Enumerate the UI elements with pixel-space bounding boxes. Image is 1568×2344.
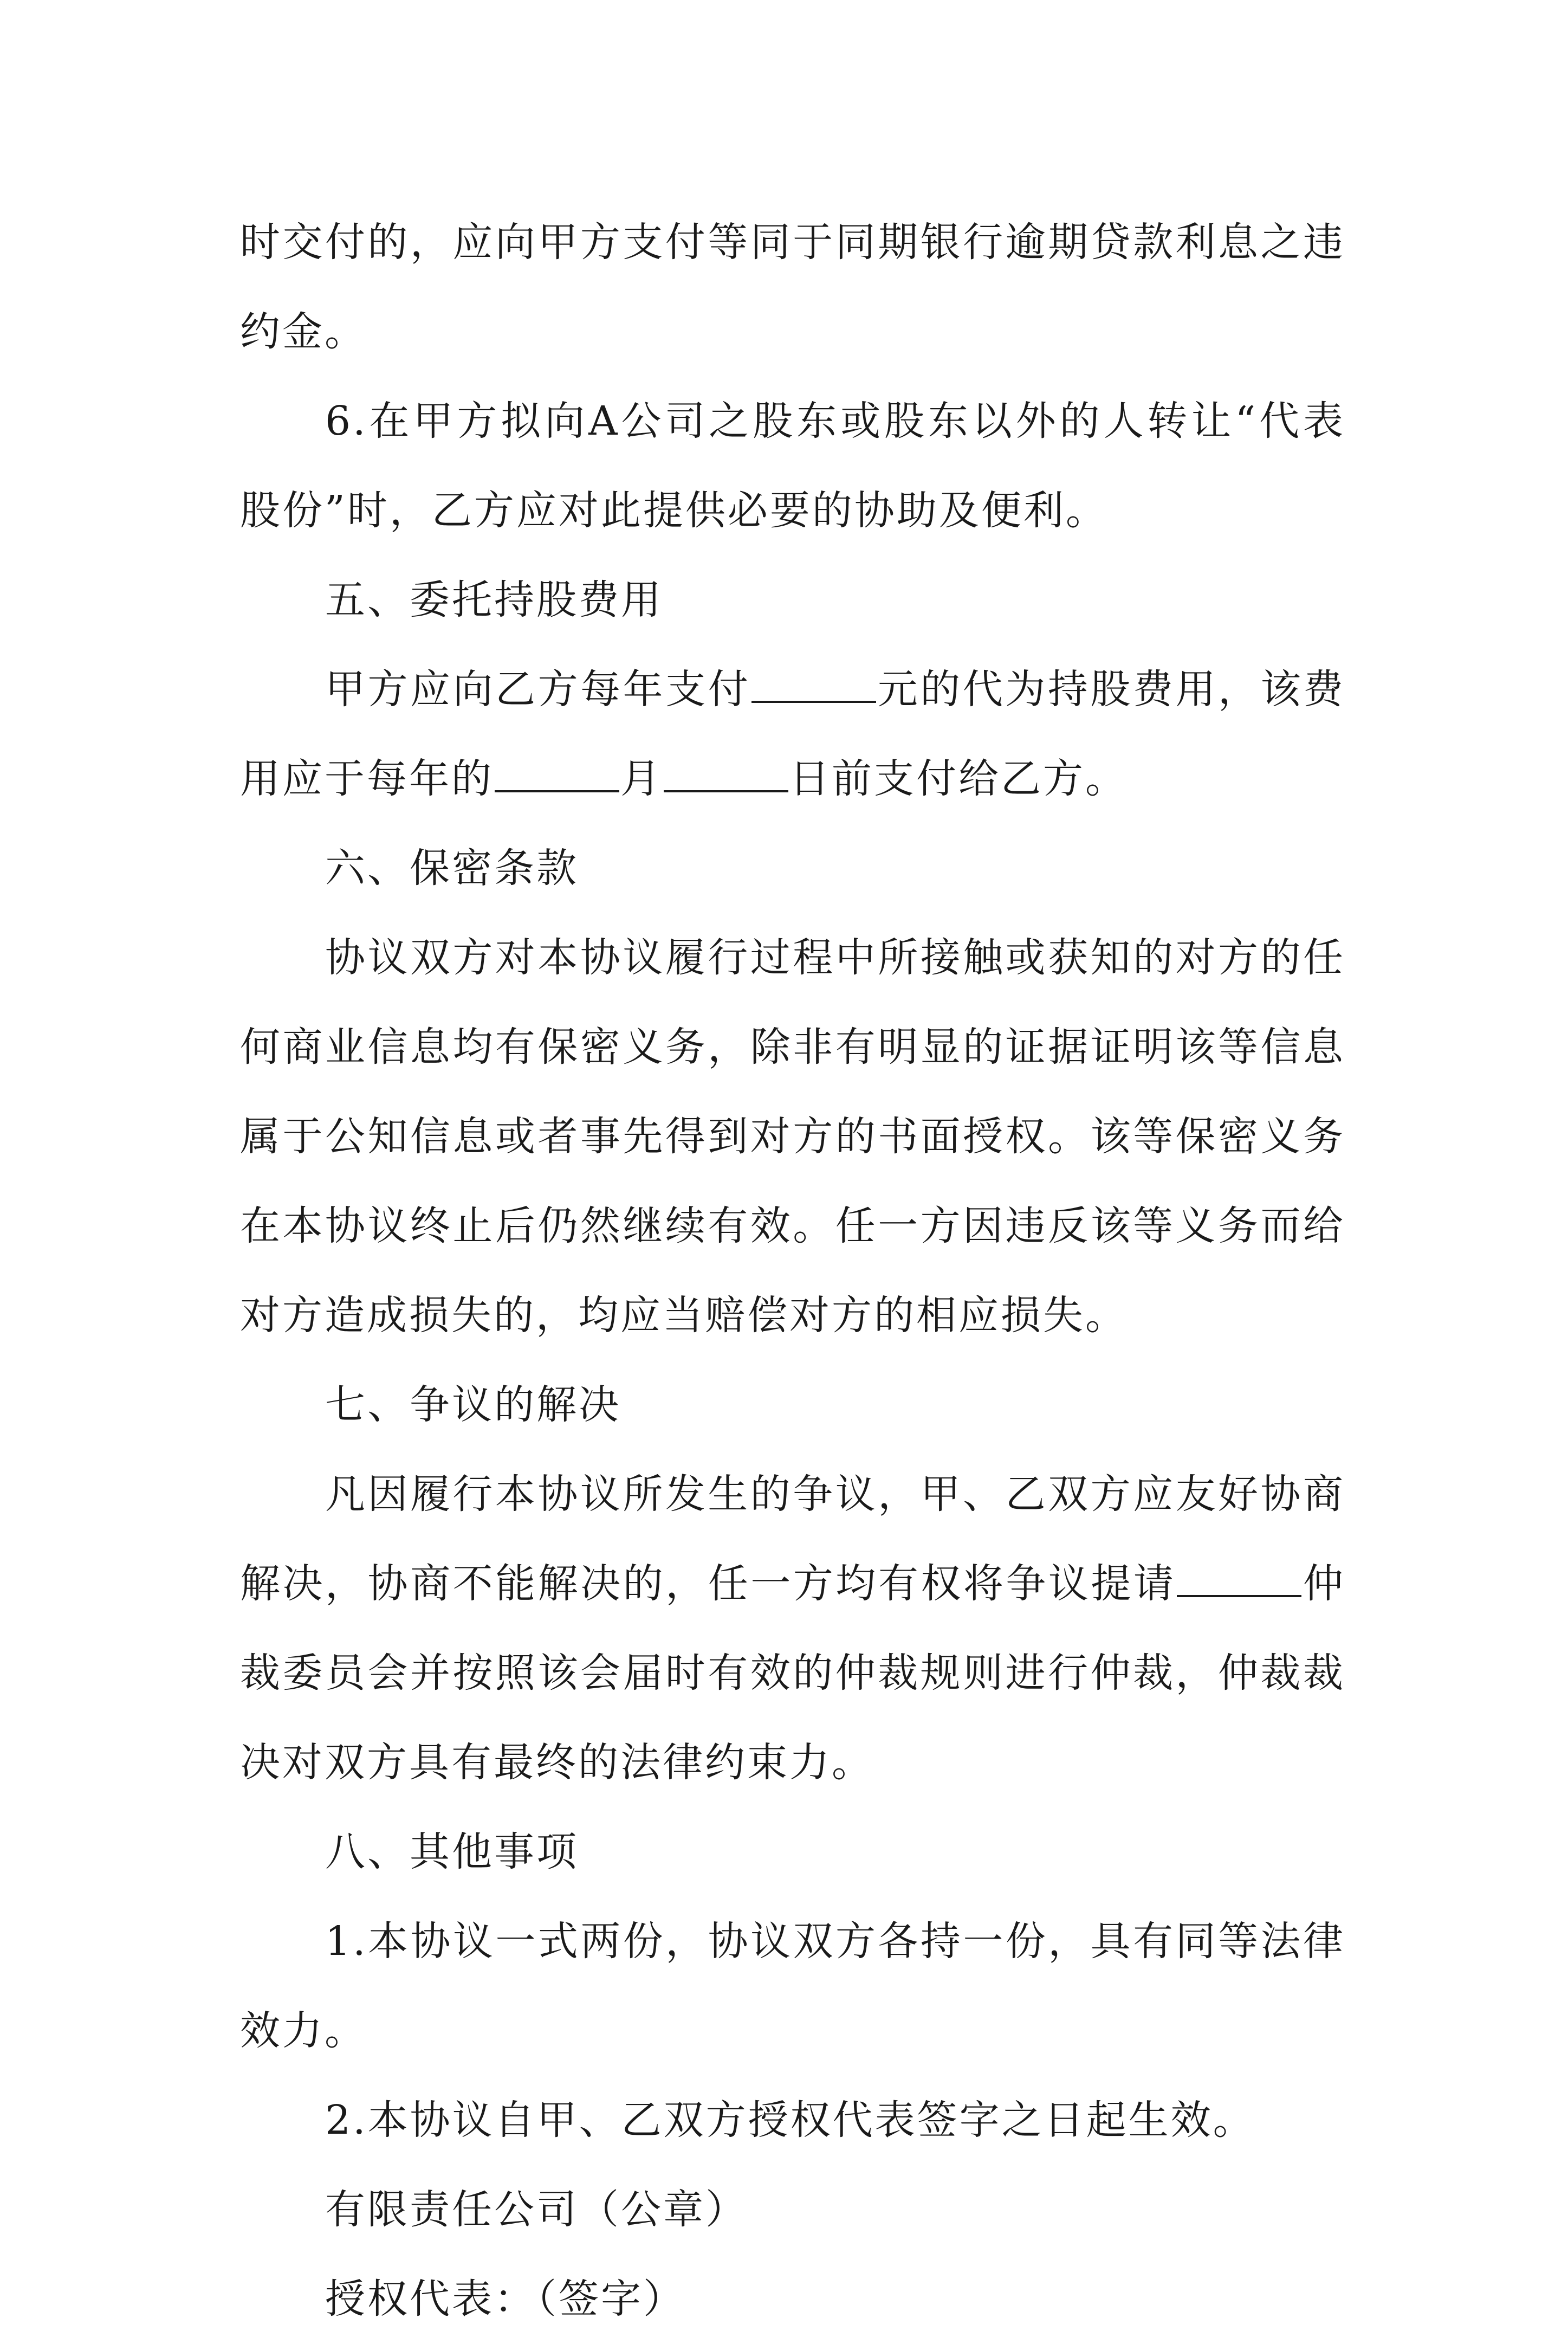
paragraph-dispute (240, 1450, 1345, 1807)
paragraph-confidentiality: 协议双方对本协议履行过程中所接触或获知的对方的任何商业信息均有保密义务，除非有明显的证据证明该等信息属于公知信息或者事先得到对方的书面授权。该等保密义务在本协议终止后仍然继续有效。任一方因违反该等义务而给对方造成损失的，均应当赔偿对方的相应损失。 (240, 934, 1345, 1339)
section-heading-fees: 五、委托持股费用 (325, 577, 663, 623)
fees-text-b: 元的代为持股费用，该费用应于每年的 (240, 666, 1346, 802)
fees-text-c: 月 (620, 755, 663, 802)
authorized-signature-line: 授权代表：（签字） (325, 2276, 685, 2322)
paragraph-transfer-assistance: 6.在甲方拟向A公司之股东或股东以外的人转让“代表股份”时，乙方应对此提供必要的协助及便利。 (240, 398, 1345, 534)
dispute-text-b: 仲裁委员会并按照该会届时有效的仲裁规则进行仲裁，仲裁裁决对双方具有最终的法律约束力。 (240, 1560, 1346, 1786)
paragraph-penalty: 时交付的，应向甲方支付等同于同期银行逾期贷款利息之违约金。 (240, 219, 1345, 355)
section-heading-dispute: 七、争议的解决 (325, 1381, 621, 1428)
document-body (240, 198, 1345, 2344)
blank-month-field (495, 790, 619, 792)
paragraph-effective: 2.本协议自甲、乙双方授权代表签字之日起生效。 (325, 2097, 1255, 2143)
blank-arbitration-commission-field (1177, 1594, 1301, 1597)
blank-amount-field (751, 700, 876, 703)
company-seal-line: 有限责任公司（公章） (325, 2186, 748, 2233)
section-heading-confidentiality: 六、保密条款 (325, 845, 579, 892)
dispute-text-a: 凡因履行本协议所发生的争议，甲、乙双方应友好协商解决，协商不能解决的，任一方均有权将争议提请 (240, 1471, 1345, 1607)
blank-day-field (664, 790, 788, 792)
paragraph-fees (240, 645, 1345, 824)
fees-text-a: 甲方应向乙方每年支付 (325, 666, 751, 713)
section-heading-other: 八、其他事项 (325, 1829, 579, 1875)
fees-text-d: 日前支付给乙方。 (789, 755, 1128, 802)
paragraph-copies: 1.本协议一式两份，协议双方各持一份，具有同等法律效力。 (240, 1918, 1345, 2054)
